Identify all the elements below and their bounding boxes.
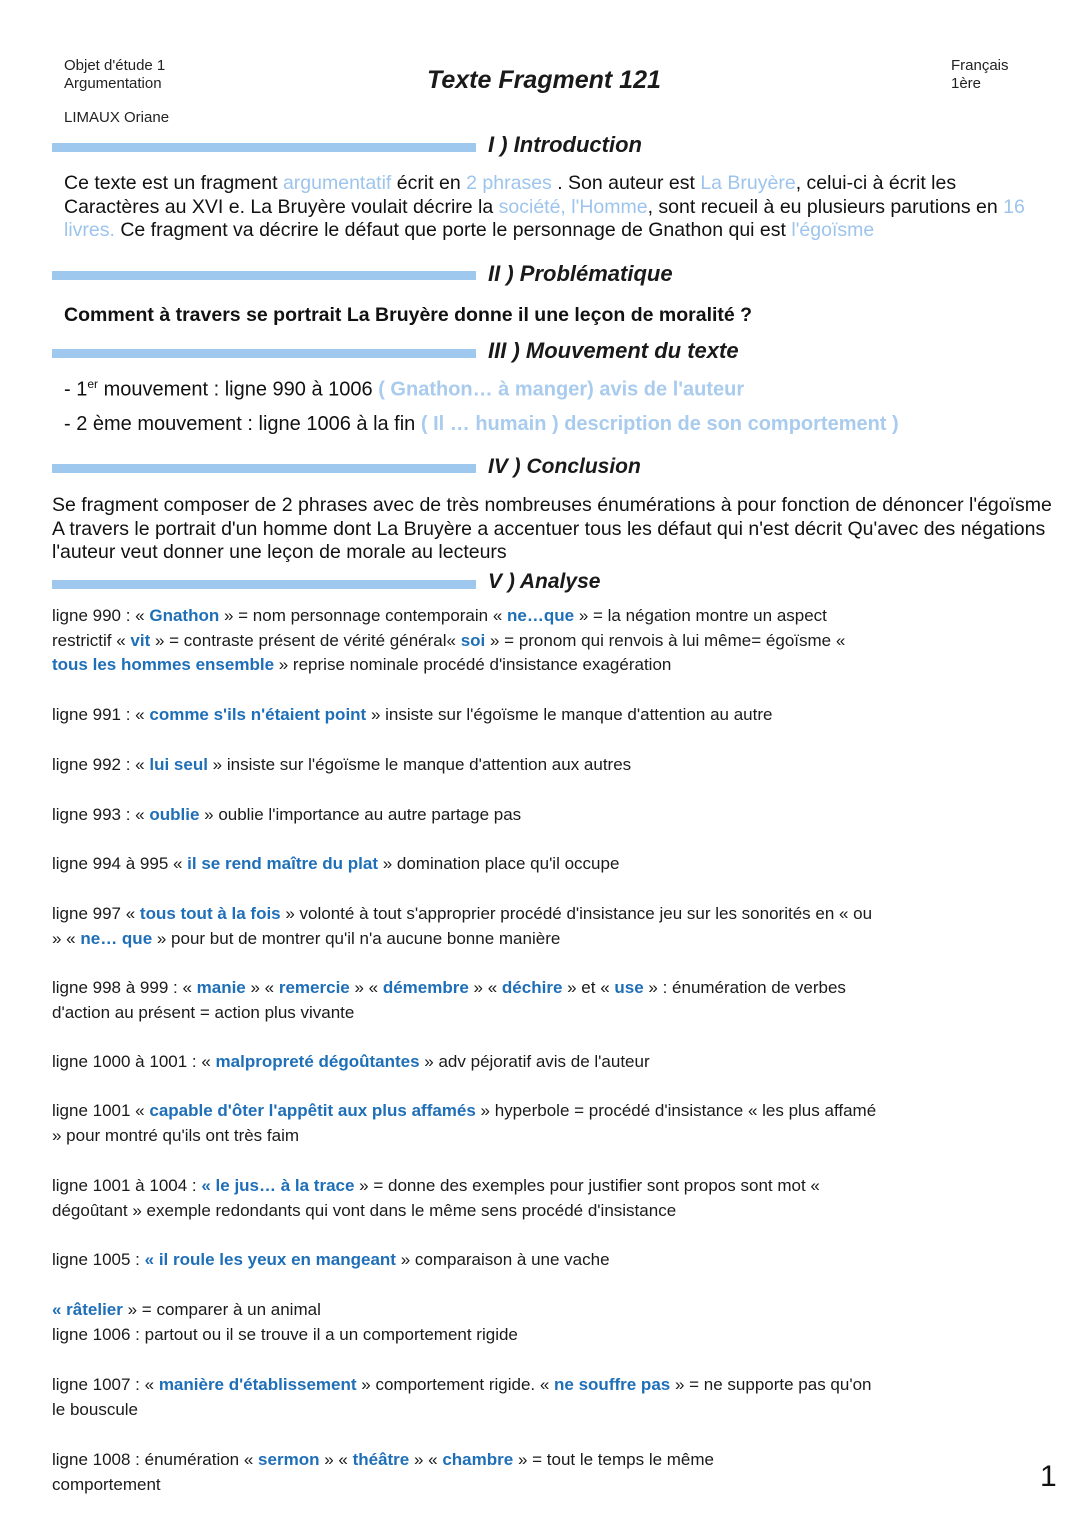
analysis-keyword: « le jus… à la trace — [201, 1176, 355, 1195]
intro-text: Ce texte est un fragment — [64, 172, 283, 194]
analysis-keyword: chambre — [442, 1450, 514, 1469]
analysis-text: » « — [319, 1450, 353, 1469]
mouvement-text: - 2 ème mouvement : ligne 1006 à la fin — [64, 413, 421, 435]
header-subject — [64, 57, 165, 93]
intro-highlight: l'égoïsme — [791, 219, 875, 241]
section-bar-problematique — [52, 271, 476, 280]
analysis-text: ligne 1006 : partout ou il se trouve il a un comportement rigide — [52, 1324, 518, 1344]
analysis-keyword: comme s'ils n'étaient point — [149, 705, 367, 724]
mouvement-1 — [64, 377, 744, 402]
analysis-text: » reprise nominale procédé d'insistance exagération — [274, 655, 672, 674]
analysis-text: » « — [409, 1450, 443, 1469]
analysis-item — [52, 852, 882, 877]
analysis-keyword: lui seul — [149, 755, 208, 774]
analysis-item — [52, 1373, 882, 1422]
header-class-line2: 1ère — [951, 75, 982, 92]
analysis-keyword: tous tout à la fois — [139, 904, 281, 923]
analysis-item — [52, 803, 882, 828]
header-subject-line2: Argumentation — [64, 75, 162, 92]
analysis-text: ligne 1007 : « — [52, 1375, 159, 1394]
section-title-intro: I ) Introduction — [488, 132, 642, 157]
page-number: 1 — [1040, 1460, 1057, 1493]
analysis-item — [52, 753, 882, 778]
intro-text: , sont recueil à eu plusieurs parutions en — [647, 195, 1004, 218]
analysis-keyword: « râtelier — [52, 1300, 123, 1319]
mouvement-text: mouvement : ligne 990 à 1006 — [98, 378, 379, 401]
analysis-text: » pour but de montrer qu'il n'a aucune bonne manière — [152, 928, 561, 948]
analysis-item — [52, 1448, 772, 1497]
mouvement-highlight: ( Gnathon… à manger) avis de l'auteur — [378, 378, 745, 401]
analysis-text: » = comparer à un animal — [122, 1300, 321, 1319]
analysis-text: » domination place qu'il occupe — [378, 854, 620, 873]
header-class — [951, 57, 1009, 93]
analysis-item — [52, 703, 882, 728]
intro-highlight: 16 livres. — [64, 195, 1025, 241]
intro-text: Ce fragment va décrire le défaut que porte le personnage de Gnathon qui est — [114, 219, 792, 241]
mouvement-sup: er — [87, 377, 99, 391]
document-title: Texte Fragment 121 — [427, 66, 661, 94]
analysis-text: » = contraste présent de vérité général« — [150, 630, 461, 650]
analysis-keyword: soi — [460, 630, 486, 650]
analysis-keyword: malpropreté dégoûtantes — [215, 1052, 420, 1071]
mouvement-highlight: ( Il … humain ) description de son comportement ) — [420, 413, 899, 435]
intro-highlight: 2 phrases — [466, 172, 552, 194]
analysis-keyword: oublie — [149, 805, 200, 824]
analysis-text: ligne 1001 « — [52, 1101, 150, 1120]
section-title-mouvement: III ) Mouvement du texte — [488, 338, 739, 363]
analysis-text: » = nom personnage contemporain « — [219, 606, 508, 625]
section-title-analyse: V ) Analyse — [488, 570, 601, 593]
analysis-text: » comparaison à une vache — [395, 1250, 610, 1269]
analysis-text: » « — [245, 978, 279, 997]
intro-highlight: La Bruyère — [700, 172, 796, 194]
problematique-question: Comment à travers se portrait La Bruyère donne il une leçon de moralité ? — [64, 304, 753, 326]
intro-text: , celui-ci à écrit les Caractères au XVI e. La Bruyère voulait décrire la — [64, 172, 957, 218]
analysis-text: ligne 1005 : — [52, 1250, 145, 1269]
header-class-line1: Français — [951, 57, 1009, 74]
analysis-text: ligne 992 : « — [52, 755, 150, 774]
intro-highlight: argumentatif — [282, 172, 392, 194]
analysis-keyword: remercie — [278, 978, 350, 997]
analysis-text: » et « — [562, 978, 615, 997]
analysis-item — [52, 1174, 882, 1223]
analysis-text: » volonté à tout s'approprier procédé d'insistance jeu sur les sonorités en « ou » « — [52, 904, 873, 948]
analysis-text: » = pronom qui renvois à lui même= égoïsme « — [485, 630, 846, 650]
analysis-text: » oublie l'importance au autre partage pas — [199, 805, 522, 824]
analysis-text: » insiste sur l'égoïsme le manque d'attention au autre — [366, 705, 773, 724]
analysis-item — [52, 604, 882, 678]
intro-highlight: société, l'Homme — [498, 195, 648, 218]
analysis-text: » adv péjoratif avis de l'auteur — [419, 1052, 650, 1071]
header-subject-line1: Objet d'étude 1 — [64, 57, 166, 74]
analysis-item — [52, 1248, 882, 1273]
analysis-keyword: Gnathon — [149, 606, 220, 625]
analysis-keyword: « il roule les yeux en mangeant — [144, 1250, 396, 1269]
section-bar-mouvement — [52, 349, 476, 358]
analysis-text: » = donne des exemples pour justifier sont propos sont mot « dégoûtant » exemple redondants qui vont dans le même sens procédé d'insistance — [52, 1176, 820, 1220]
analysis-keyword: manière d'établissement — [158, 1375, 357, 1394]
conclusion-paragraph: Se fragment composer de 2 phrases avec de très nombreuses énumérations à pour fonction de dénoncer l'égoïsme A travers le portrait d'un homme dont La Bruyère a accentuer tous les défaut qui n'est décrit Qu'avec des négations l'auteur veut donner une leçon de morale au lecteurs — [52, 494, 1052, 563]
mouvement-2 — [64, 413, 899, 436]
analysis-item — [52, 1099, 882, 1148]
analysis-text: ligne 991 : « — [52, 705, 150, 724]
mouvement-text: - 1 — [64, 378, 88, 401]
analysis-text: » « — [349, 978, 383, 997]
analysis-text: » comportement rigide. « — [356, 1375, 555, 1394]
analysis-text: ligne 994 à 995 « — [52, 854, 188, 873]
analysis-text: ligne 990 : « — [52, 606, 150, 625]
analysis-text: » = tout le temps le même comportement — [52, 1450, 715, 1494]
analysis-keyword: capable d'ôter l'appêtit aux plus affamés — [149, 1101, 476, 1120]
analysis-keyword: ne…que — [507, 606, 575, 625]
author-name: LIMAUX Oriane — [64, 109, 170, 126]
intro-text: écrit en — [391, 172, 467, 194]
section-bar-intro — [52, 143, 476, 152]
analysis-text: ligne 993 : « — [52, 805, 150, 824]
analysis-line — [52, 1298, 882, 1323]
analysis-text: » = la négation montre un aspect restrictif « — [52, 606, 827, 650]
analysis-text: ligne 997 « — [52, 904, 140, 923]
analysis-keyword: il se rend maître du plat — [187, 854, 378, 873]
analysis-item — [52, 976, 882, 1025]
analysis-text: ligne 1008 : énumération « — [52, 1450, 259, 1469]
section-bar-conclusion — [52, 464, 476, 473]
intro-paragraph — [64, 172, 1034, 243]
analysis-keyword: tous les hommes ensemble — [52, 655, 275, 674]
analysis-item — [52, 1298, 882, 1347]
section-bar-analyse — [52, 580, 476, 589]
section-title-problematique: II ) Problématique — [488, 261, 673, 286]
analysis-keyword: ne… que — [80, 928, 153, 948]
analysis-keyword: sermon — [258, 1450, 320, 1469]
analysis-keyword: déchire — [501, 978, 563, 997]
analysis-text: ligne 1001 à 1004 : — [52, 1176, 202, 1195]
analysis-text: » hyperbole = procédé d'insistance « les plus affamé » pour montré qu'ils ont très faim — [52, 1101, 877, 1145]
analysis-keyword: démembre — [382, 978, 469, 997]
intro-text: . Son auteur est — [551, 172, 701, 194]
section-title-conclusion: IV ) Conclusion — [488, 455, 641, 478]
analysis-keyword: vit — [130, 630, 151, 650]
analysis-item — [52, 1050, 882, 1075]
analysis-text: » insiste sur l'égoïsme le manque d'attention aux autres — [207, 755, 632, 774]
analysis-keyword: manie — [196, 978, 246, 997]
analysis-keyword: théâtre — [352, 1450, 410, 1469]
analysis-item — [52, 902, 882, 951]
analysis-text: ligne 998 à 999 : « — [52, 978, 197, 997]
analysis-keyword: use — [614, 978, 644, 997]
analysis-text: » « — [468, 978, 502, 997]
analysis-text: » : énumération de verbes d'action au présent = action plus vivante — [52, 978, 846, 1022]
analysis-text: ligne 1000 à 1001 : « — [52, 1052, 216, 1071]
analysis-keyword: ne souffre pas — [554, 1375, 671, 1394]
analysis-text: » = ne supporte pas qu'on le bouscule — [52, 1375, 872, 1419]
